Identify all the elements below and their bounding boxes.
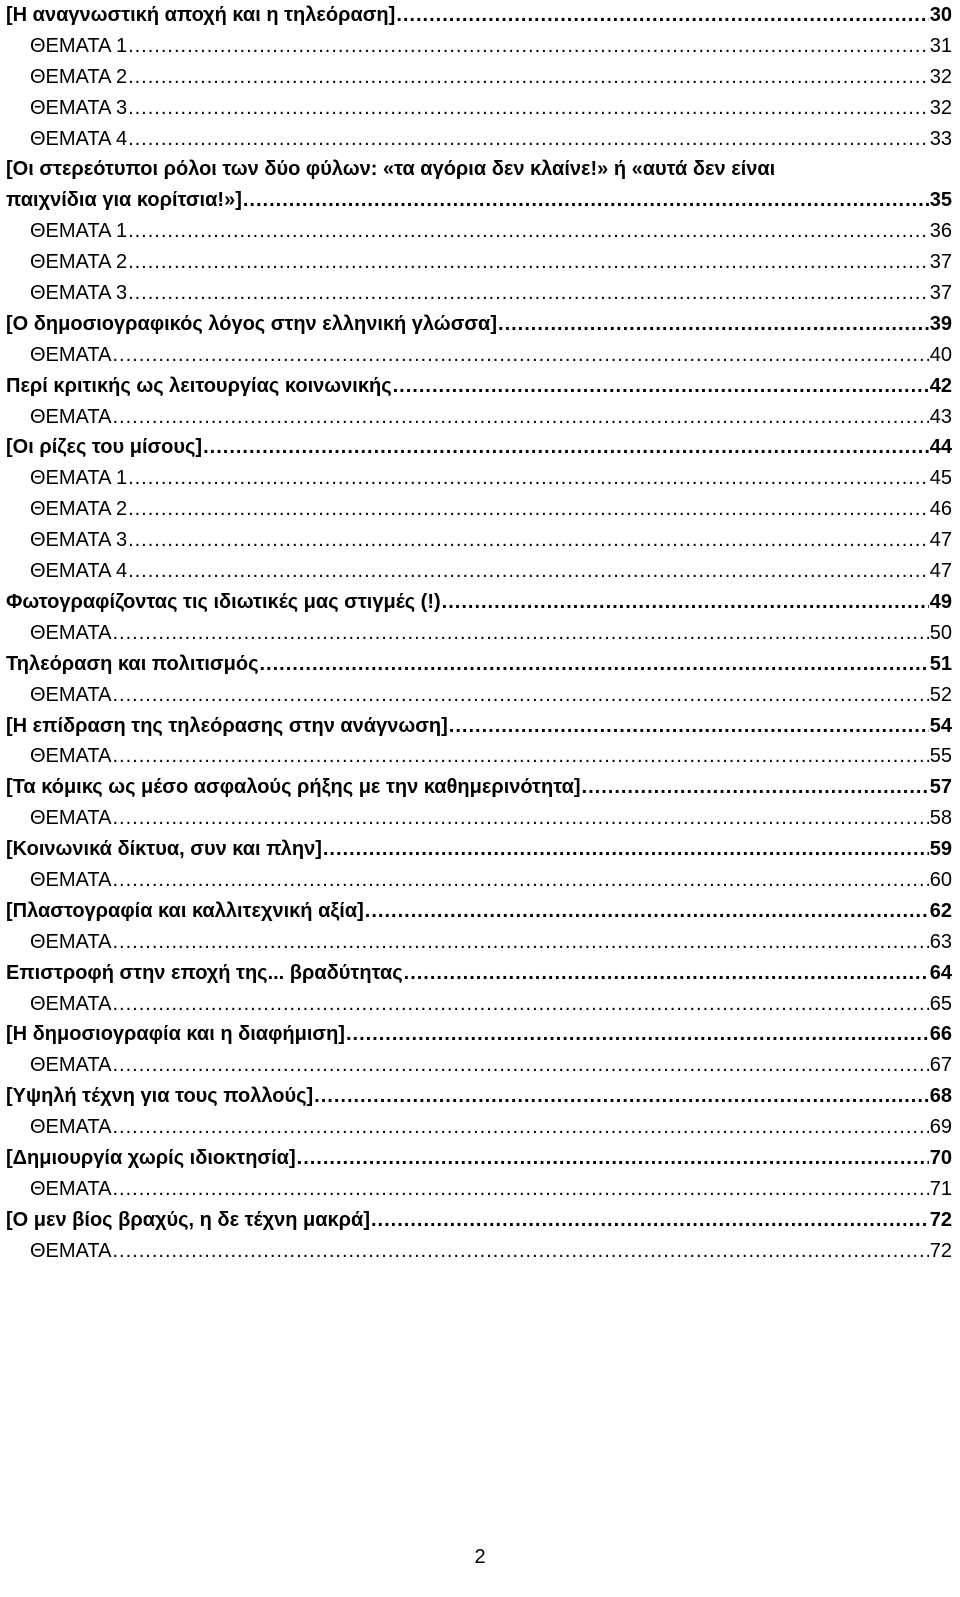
dot-leader — [112, 989, 928, 1020]
toc-section-entry[interactable] — [6, 0, 952, 31]
dot-leader — [128, 278, 929, 309]
toc-entry-title: [Κοινωνικά δίκτυα, συν και πλην] — [6, 838, 322, 861]
toc-entry-page-number: 44 — [929, 436, 952, 459]
toc-entry-page-number: 64 — [929, 961, 952, 984]
toc-entry-page-number: 36 — [929, 220, 952, 243]
toc-subsection-entry[interactable] — [6, 463, 952, 494]
toc-entry-page-number: 43 — [929, 405, 952, 428]
dot-leader — [259, 649, 928, 680]
toc-entry-page-number: 32 — [929, 65, 952, 88]
toc-subsection-entry[interactable] — [6, 803, 952, 834]
toc-entry-title: ΘΕΜΑΤΑ 1 — [30, 220, 128, 243]
toc-subsection-entry[interactable] — [6, 124, 952, 155]
toc-entry-title: ΘΕΜΑΤΑ 2 — [30, 498, 128, 521]
dot-leader — [404, 958, 929, 989]
toc-entry-page-number: 50 — [929, 621, 952, 644]
toc-entry-page-number: 46 — [929, 498, 952, 521]
toc-section-entry[interactable] — [6, 1205, 952, 1236]
toc-entry-page-number: 49 — [929, 590, 952, 613]
toc-entry-page-number: 71 — [929, 1177, 952, 1200]
toc-entry-page-number: 62 — [929, 899, 952, 922]
dot-leader — [371, 1205, 929, 1236]
toc-entry-title: Φωτογραφίζοντας τις ιδιωτικές μας στιγμές (!) — [6, 590, 441, 613]
toc-subsection-entry[interactable] — [6, 680, 952, 711]
toc-entry-page-number: 30 — [929, 4, 952, 26]
dot-leader — [323, 834, 929, 865]
toc-entry-title: ΘΕΜΑΤΑ 4 — [30, 560, 128, 583]
toc-section-entry[interactable] — [6, 834, 952, 865]
page-number: 2 — [474, 1546, 486, 1568]
toc-section-entry[interactable] — [6, 1081, 952, 1112]
dot-leader — [128, 494, 929, 525]
toc-entry-page-number: 72 — [929, 1208, 952, 1231]
toc-entry-page-number: 47 — [929, 560, 952, 583]
toc-entry-title: ΘΕΜΑΤΑ — [30, 683, 112, 706]
toc-entry-page-number: 31 — [929, 34, 952, 57]
dot-leader — [128, 31, 929, 62]
dot-leader — [112, 1050, 928, 1081]
toc-subsection-entry[interactable] — [6, 93, 952, 124]
toc-subsection-entry[interactable] — [6, 525, 952, 556]
toc-entry-page-number: 72 — [929, 1239, 952, 1262]
toc-subsection-entry[interactable] — [6, 618, 952, 649]
toc-entry-title: ΘΕΜΑΤΑ — [30, 868, 112, 891]
toc-section-entry[interactable] — [6, 371, 952, 402]
dot-leader — [449, 711, 929, 742]
dot-leader — [112, 927, 928, 958]
toc-section-entry[interactable] — [6, 649, 952, 680]
toc-subsection-entry[interactable] — [6, 1236, 952, 1267]
dot-leader — [112, 680, 928, 711]
toc-entry-title: ΘΕΜΑΤΑ — [30, 1054, 112, 1077]
toc-section-entry[interactable] — [6, 896, 952, 927]
dot-leader — [203, 432, 929, 463]
dot-leader — [314, 1081, 929, 1112]
toc-entry-title: ΘΕΜΑΤΑ 2 — [30, 65, 128, 88]
toc-entry-title: ΘΕΜΑΤΑ — [30, 405, 112, 428]
toc-entry-page-number: 59 — [929, 838, 952, 861]
toc-entry-page-number: 65 — [929, 992, 952, 1015]
toc-entry-title: [Η δημοσιογραφία και η διαφήμιση] — [6, 1023, 345, 1046]
toc-entry-page-number: 42 — [929, 374, 952, 397]
toc-entry-title: ΘΕΜΑΤΑ 3 — [30, 96, 128, 119]
table-of-contents — [6, 0, 952, 1267]
dot-leader — [243, 185, 929, 216]
toc-subsection-entry[interactable] — [6, 1112, 952, 1143]
toc-entry-title: παιχνίδια για κορίτσια!»] — [6, 189, 242, 212]
toc-entry-page-number: 45 — [929, 467, 952, 490]
dot-leader — [128, 124, 929, 155]
toc-entry-page-number: 33 — [929, 127, 952, 150]
toc-entry-title: ΘΕΜΑΤΑ — [30, 1177, 112, 1200]
dot-leader — [112, 402, 928, 433]
toc-entry-title: Περί κριτικής ως λειτουργίας κοινωνικής — [6, 374, 392, 397]
dot-leader — [128, 62, 929, 93]
toc-section-entry[interactable] — [6, 1019, 952, 1050]
toc-subsection-entry[interactable] — [6, 865, 952, 896]
toc-subsection-entry[interactable] — [6, 989, 952, 1020]
dot-leader — [393, 371, 929, 402]
dot-leader — [365, 896, 929, 927]
toc-entry-title: ΘΕΜΑΤΑ 2 — [30, 251, 128, 274]
toc-entry-page-number: 37 — [929, 251, 952, 274]
toc-entry-title: ΘΕΜΑΤΑ 3 — [30, 529, 128, 552]
toc-section-entry[interactable] — [6, 154, 952, 216]
toc-subsection-entry[interactable] — [6, 402, 952, 433]
toc-entry-page-number: 70 — [929, 1146, 952, 1169]
toc-entry-title: ΘΕΜΑΤΑ — [30, 745, 112, 768]
toc-entry-title: ΘΕΜΑΤΑ 3 — [30, 282, 128, 305]
dot-leader — [128, 247, 929, 278]
dot-leader — [112, 865, 928, 896]
toc-entry-title: [Οι στερεότυποι ρόλοι των δύο φύλων: «τα αγόρια δεν κλαίνε!» ή «αυτά δεν είναι — [6, 158, 776, 181]
dot-leader — [128, 525, 929, 556]
toc-entry-page-number: 47 — [929, 529, 952, 552]
toc-section-entry[interactable] — [6, 309, 952, 340]
toc-section-entry[interactable] — [6, 772, 952, 803]
dot-leader — [112, 1112, 928, 1143]
toc-entry-title: ΘΕΜΑΤΑ — [30, 1239, 112, 1262]
dot-leader — [112, 340, 928, 371]
toc-entry-page-number: 40 — [929, 343, 952, 366]
toc-entry-page-number: 32 — [929, 96, 952, 119]
dot-leader — [112, 803, 928, 834]
toc-section-entry[interactable] — [6, 587, 952, 618]
dot-leader — [297, 1143, 929, 1174]
toc-entry-title: [Υψηλή τέχνη για τους πολλούς] — [6, 1085, 314, 1108]
toc-entry-page-number: 35 — [929, 189, 952, 212]
toc-subsection-entry[interactable] — [6, 62, 952, 93]
toc-entry-title: ΘΕΜΑΤΑ — [30, 930, 112, 953]
toc-entry-title: [Η επίδραση της τηλεόρασης στην ανάγνωση] — [6, 714, 448, 737]
toc-entry-title: ΘΕΜΑΤΑ — [30, 992, 112, 1015]
dot-leader — [128, 216, 929, 247]
toc-entry-title: [Ο μεν βίος βραχύς, η δε τέχνη μακρά] — [6, 1208, 370, 1231]
dot-leader — [128, 93, 929, 124]
toc-subsection-entry[interactable] — [6, 494, 952, 525]
toc-subsection-entry[interactable] — [6, 556, 952, 587]
dot-leader — [346, 1019, 929, 1050]
toc-entry-page-number: 68 — [929, 1085, 952, 1108]
toc-entry-page-number: 54 — [929, 714, 952, 737]
toc-subsection-entry[interactable] — [6, 340, 952, 371]
dot-leader — [112, 741, 928, 772]
toc-entry-page-number: 51 — [929, 652, 952, 675]
toc-entry-title: ΘΕΜΑΤΑ — [30, 621, 112, 644]
toc-entry-page-number: 57 — [929, 776, 952, 799]
toc-subsection-entry[interactable] — [6, 1174, 952, 1205]
toc-subsection-entry[interactable] — [6, 741, 952, 772]
toc-entry-title: [Τα κόμικς ως μέσο ασφαλούς ρήξης με την καθημερινότητα] — [6, 776, 581, 799]
toc-subsection-entry[interactable] — [6, 216, 952, 247]
dot-leader — [498, 309, 929, 340]
toc-subsection-entry[interactable] — [6, 927, 952, 958]
toc-section-entry[interactable] — [6, 432, 952, 463]
toc-section-entry[interactable] — [6, 711, 952, 742]
toc-entry-title: [Δημιουργία χωρίς ιδιοκτησία] — [6, 1146, 296, 1169]
toc-entry-title: ΘΕΜΑΤΑ — [30, 343, 112, 366]
toc-subsection-entry[interactable] — [6, 247, 952, 278]
toc-entry-title: Επιστροφή στην εποχή της... βραδύτητας — [6, 961, 403, 984]
toc-entry-title: [Οι ρίζες του μίσους] — [6, 436, 203, 459]
toc-entry-title: ΘΕΜΑΤΑ 1 — [30, 34, 128, 57]
toc-entry-page-number: 39 — [929, 312, 952, 335]
dot-leader — [112, 1174, 928, 1205]
toc-entry-title: [Ο δημοσιογραφικός λόγος στην ελληνική γλώσσα] — [6, 312, 498, 335]
toc-entry-page-number: 67 — [929, 1054, 952, 1077]
toc-section-entry[interactable] — [6, 1143, 952, 1174]
toc-entry-page-number: 58 — [929, 807, 952, 830]
toc-entry-page-number: 52 — [929, 683, 952, 706]
toc-entry-page-number: 60 — [929, 868, 952, 891]
toc-section-entry[interactable] — [6, 958, 952, 989]
toc-entry-title: ΘΕΜΑΤΑ — [30, 807, 112, 830]
toc-entry-page-number: 37 — [929, 282, 952, 305]
toc-entry-title: Τηλεόραση και πολιτισμός — [6, 652, 259, 675]
toc-entry-title: [Πλαστογραφία και καλλιτεχνική αξία] — [6, 899, 364, 922]
dot-leader — [582, 772, 929, 803]
toc-entry-page-number: 66 — [929, 1023, 952, 1046]
dot-leader — [128, 556, 929, 587]
toc-entry-title: [Η αναγνωστική αποχή και η τηλεόραση] — [6, 4, 396, 26]
toc-entry-page-number: 69 — [929, 1116, 952, 1139]
toc-subsection-entry[interactable] — [6, 278, 952, 309]
dot-leader — [442, 587, 929, 618]
dot-leader — [112, 1236, 928, 1267]
toc-entry-title: ΘΕΜΑΤΑ 4 — [30, 127, 128, 150]
toc-entry-page-number: 55 — [929, 745, 952, 768]
dot-leader — [112, 618, 928, 649]
dot-leader — [128, 463, 929, 494]
toc-entry-page-number: 63 — [929, 930, 952, 953]
toc-entry-title: ΘΕΜΑΤΑ 1 — [30, 467, 128, 490]
toc-subsection-entry[interactable] — [6, 31, 952, 62]
dot-leader — [396, 0, 928, 31]
toc-subsection-entry[interactable] — [6, 1050, 952, 1081]
toc-entry-title: ΘΕΜΑΤΑ — [30, 1116, 112, 1139]
